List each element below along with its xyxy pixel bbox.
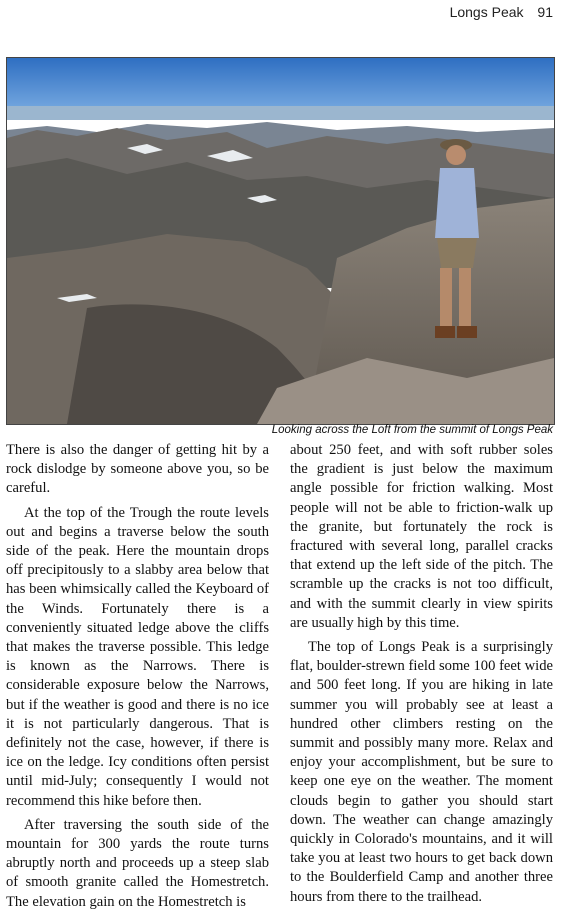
- summit-photo: [6, 57, 555, 425]
- right-column: [290, 441, 553, 907]
- paragraph: There is also the danger of getting hit by a rock dislodge by someone above you, so be careful.: [6, 442, 269, 497]
- photo-caption: Looking across the Loft from the summit of Longs Peak: [271, 424, 553, 436]
- left-column: [6, 441, 269, 912]
- paragraph: After traversing the south side of the mountain for 300 yards the route turns abruptly north and proceeds up a steep slab of smooth granite called the Homestretch. The elevation gain on the Homestretch is: [6, 816, 269, 910]
- page-number: 91: [537, 4, 553, 20]
- paragraph: about 250 feet, and with soft rubber soles the gradient is just below the maximum angle possible for friction walking. Most people will not be able to friction-walk up the granite, but fortunately the rock is fractured with several long, parallel cracks that extend up the left side of the pitch. The scramble up the cracks is not too difficult, and with the summit clearly in view spirits are usually high by this time.: [290, 442, 553, 631]
- running-header: [440, 4, 553, 20]
- paragraph: The top of Longs Peak is a surprisingly flat, boulder-strewn field some 100 feet wide and 500 feet long. If you are hiking in late summer you will probably see at least a hundred other climbers resting on the summit and possibly many more. Relax and enjoy your accomplishment, but be sure to keep one eye on the weather. The moment clouds begin to gather you should start down. The weather can change amazingly quickly in Colorado's mountains, and it will take you at least two hours to get back down to the Boulderfield Camp and another three hours from there to the trailhead.: [290, 639, 553, 905]
- paragraph: At the top of the Trough the route levels out and begins a traverse below the south side of the peak. Here the mountain drops off precipitously to a slabby area below that has been whimsically called the Keyboard of the Winds. Fortunately there is a conveniently situated ledge above the cliffs that makes the traverse possible. This ledge is known as the Narrows. There is considerable exposure below the Narrows, but if the weather is good and there is no ice it is not particularly dangerous. That is definitely not the case, however, if there is ice on the ledge. Icy conditions often persist until mid-July; consequently I would not recommend this hike before then.: [6, 504, 269, 809]
- header-title: Longs Peak: [449, 4, 524, 20]
